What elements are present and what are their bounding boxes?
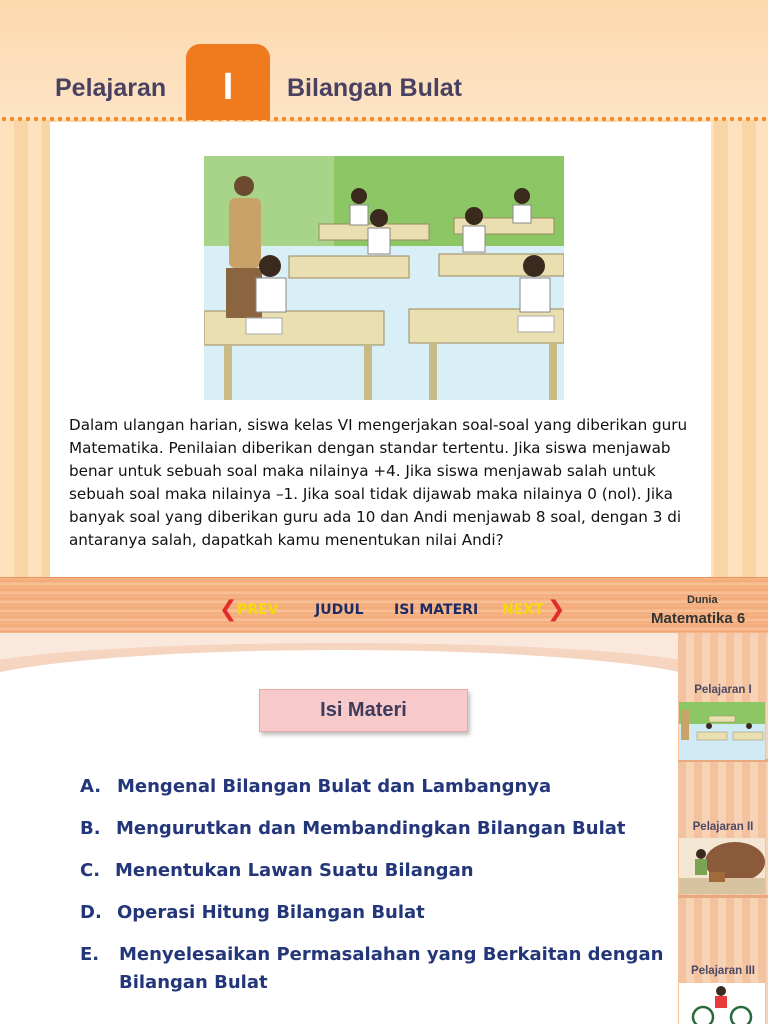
- prev-arrow-icon[interactable]: ❮: [219, 597, 238, 622]
- toc-text: Menyelesaikan Permasalahan yang Berkaitan dengan: [119, 944, 664, 965]
- content-button[interactable]: ISI MATERI: [394, 602, 479, 618]
- toc-letter: B.: [80, 818, 101, 839]
- toc-letter: D.: [80, 902, 102, 923]
- lesson-label: Pelajaran: [55, 74, 167, 102]
- story-line: Matematika. Penilaian diberikan dengan standar tertentu. Jika siswa menjawab: [69, 439, 671, 457]
- classroom-image: [204, 156, 564, 400]
- toc-item-b[interactable]: [80, 818, 626, 839]
- lesson-number: I: [222, 65, 234, 108]
- next-arrow-icon[interactable]: ❯: [547, 597, 566, 622]
- toc-text: Operasi Hitung Bilangan Bulat: [117, 902, 425, 923]
- title-button[interactable]: JUDUL: [315, 602, 364, 618]
- sidebar-thumb-pelajaran-3[interactable]: [679, 983, 765, 1024]
- prev-button[interactable]: PREV: [237, 602, 279, 618]
- sidebar-thumb-pelajaran-2[interactable]: [679, 838, 765, 894]
- toc-item-a[interactable]: [80, 776, 552, 797]
- materi-title: Isi Materi: [320, 699, 407, 721]
- toc-text: Mengurutkan dan Membandingkan Bilangan Bulat: [116, 818, 626, 839]
- story-line: banyak soal yang diberikan guru ada 10 dan Andi menjawab 8 soal, dengan 3 di: [69, 508, 682, 526]
- classroom-thumbnail: [679, 702, 765, 760]
- brand-line-2: Matematika 6: [651, 610, 746, 627]
- story-line: benar untuk sebuah soal maka nilainya +4. Jika siswa menjawab salah untuk: [69, 462, 656, 480]
- sidebar-thumb-pelajaran-1[interactable]: [679, 702, 765, 760]
- toc-letter: E.: [80, 944, 100, 965]
- sidebar-item-pelajaran-3[interactable]: Pelajaran III: [691, 965, 755, 977]
- toc-text-continued: Bilangan Bulat: [119, 972, 268, 993]
- toc-text: Menentukan Lawan Suatu Bilangan: [115, 860, 474, 881]
- story-line: Dalam ulangan harian, siswa kelas VI mengerjakan soal-soal yang diberikan guru: [69, 416, 688, 434]
- story-line: sebuah soal maka nilainya –1. Jika soal tidak dijawab maka nilainya 0 (nol). Jika: [69, 485, 673, 503]
- mining-thumbnail: [679, 838, 765, 894]
- materi-title-box: [259, 689, 468, 732]
- toc-item-c[interactable]: [80, 860, 474, 881]
- toc-item-e[interactable]: [80, 944, 664, 996]
- toc-letter: C.: [80, 860, 101, 881]
- cyclist-thumbnail: [679, 983, 765, 1024]
- story-paragraph: [69, 414, 709, 552]
- sidebar-divider: [678, 895, 768, 898]
- brand-line-1: Dunia: [687, 594, 718, 606]
- toc-text: Mengenal Bilangan Bulat dan Lambangnya: [117, 776, 552, 797]
- story-line: antaranya salah, dapatkah kamu menentukan nilai Andi?: [69, 531, 504, 549]
- toc-item-d[interactable]: [80, 902, 425, 923]
- sidebar-item-pelajaran-2[interactable]: Pelajaran II: [692, 821, 754, 833]
- lesson-title: Bilangan Bulat: [287, 74, 463, 102]
- sidebar-item-pelajaran-1[interactable]: Pelajaran I: [694, 684, 752, 696]
- toc-letter: A.: [80, 776, 102, 797]
- next-button[interactable]: NEXT: [502, 602, 544, 618]
- lesson-number-tab: [186, 44, 270, 120]
- classroom-illustration: [204, 156, 564, 400]
